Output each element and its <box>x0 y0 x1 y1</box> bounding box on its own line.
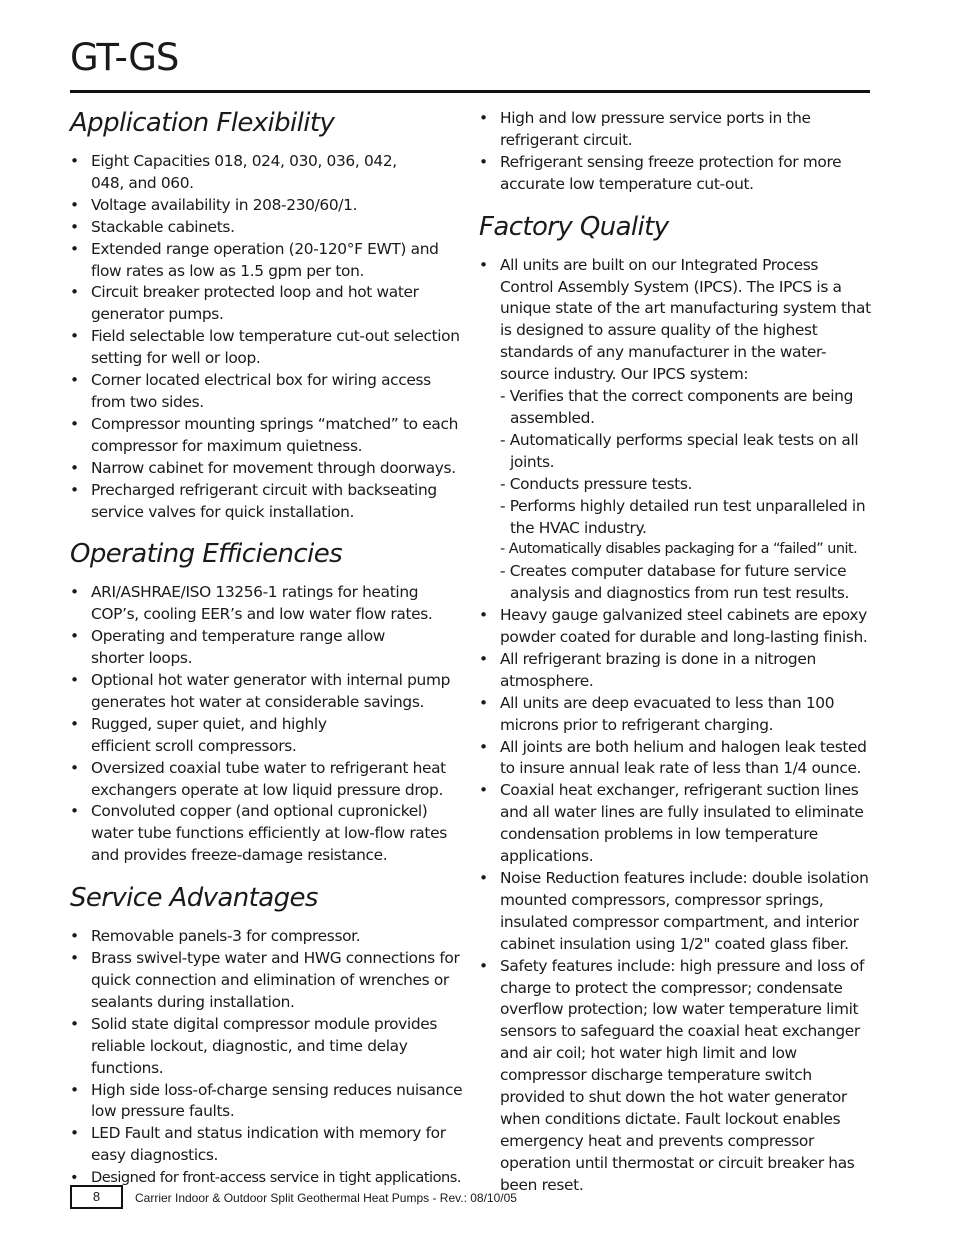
list-item: • All refrigerant brazing is done in a nitrogen atmosphere. <box>479 649 873 693</box>
list-item: • Voltage availability in 208-230/60/1. <box>70 195 465 217</box>
list-item: • Convoluted copper (and optional cupronickel) water tube functions efficiently at low-flow rates and provides freeze-damage resistance. <box>70 801 465 867</box>
list-item: • Corner located electrical box for wiring access from two sides. <box>70 370 465 414</box>
ipcs-subitem: - Creates computer database for future service analysis and diagnostics from run test results. <box>500 562 850 603</box>
ipcs-subitem: - Verifies that the correct components are being assembled. <box>500 387 854 427</box>
heading-factory-quality: Factory Quality <box>479 211 669 242</box>
footer-text: Carrier Indoor & Outdoor Split Geothermal Heat Pumps - Rev.: 08/10/05 <box>135 1191 517 1205</box>
list-item: • All units are deep evacuated to less than 100 microns prior to refrigerant charging. <box>479 693 873 737</box>
heading-service-advantages: Service Advantages <box>70 883 318 914</box>
list-item: • Heavy gauge galvanized steel cabinets are epoxy powder coated for durable and long-lasting finish. <box>479 605 873 649</box>
operating-efficiencies-list <box>70 582 465 867</box>
page-number: 8 <box>70 1185 123 1209</box>
list-item: • Refrigerant sensing freeze protection for more accurate low temperature cut-out. <box>479 152 873 196</box>
title-rule <box>70 90 870 93</box>
ipcs-intro: All units are built on our Integrated Process Control Assembly System (IPCS). The IPCS is a unique state of the art manufacturing system that is designed to assure quality of the highest standards of any manufacturer in the water-source industry. Our IPCS system: <box>500 255 871 384</box>
heading-application-flexibility: Application Flexibility <box>70 108 335 138</box>
list-item: • All joints are both helium and halogen leak tested to insure annual leak rate of less than 1/4 ounce. <box>479 737 873 781</box>
right-column <box>479 96 873 1197</box>
factory-quality-list <box>479 255 873 1197</box>
ipcs-subitem: - Automatically performs special leak tests on all joints. <box>500 430 859 471</box>
list-item: • Oversized coaxial tube water to refrigerant heat exchangers operate at low liquid pressure drop. <box>70 758 465 802</box>
list-item: • Designed for front-access service in tight applications. <box>70 1167 465 1189</box>
list-item: • Stackable cabinets. <box>70 217 465 239</box>
list-item: • Field selectable low temperature cut-out selection setting for well or loop. <box>70 326 465 370</box>
list-item: • Safety features include: high pressure and loss of charge to protect the compressor; condensate overflow protection; low water temperature limit sensors to safeguard the coaxial heat exchanger and air coil; hot water high limit and low compressor discharge temperature switch provided to shut down the hot water generator when conditions dictate. Fault lockout enables emergency heat and prevents compressor operation until thermostat or circuit breaker has been reset. <box>479 956 873 1197</box>
list-item: • Noise Reduction features include: double isolation mounted compressors, compressor springs, insulated compressor compartment, and interior cabinet insulation using 1/2" coated glass fiber. <box>479 868 873 956</box>
list-item: • High side loss-of-charge sensing reduces nuisance low pressure faults. <box>70 1080 465 1124</box>
list-item: • Brass swivel-type water and HWG connections for quick connection and elimination of wrenches or sealants during installation. <box>70 948 465 1014</box>
ipcs-subitem: - Automatically disables packaging for a “failed” unit. <box>500 541 858 558</box>
list-item: • Rugged, super quiet, and highly efficient scroll compressors. <box>70 714 465 758</box>
list-item: • Eight Capacities 018, 024, 030, 036, 042, 048, and 060. <box>70 151 465 195</box>
list-item: • Removable panels-3 for compressor. <box>70 926 465 948</box>
list-item: • Coaxial heat exchanger, refrigerant suction lines and all water lines are fully insulated to eliminate condensation problems in low temperature applications. <box>479 780 873 868</box>
ipcs-subitem: - Conducts pressure tests. <box>500 474 693 493</box>
list-item: • Extended range operation (20-120°F EWT) and flow rates as low as 1.5 gpm per ton. <box>70 239 465 283</box>
list-item: • Optional hot water generator with internal pump generates hot water at considerable savings. <box>70 670 465 714</box>
application-flexibility-list <box>70 151 465 523</box>
continued-list <box>479 108 873 196</box>
left-column <box>70 96 465 1189</box>
list-item: • Solid state digital compressor module provides reliable lockout, diagnostic, and time delay functions. <box>70 1014 465 1080</box>
list-item-ipcs <box>479 255 873 606</box>
service-advantages-list <box>70 926 465 1189</box>
list-item: • Compressor mounting springs “matched” to each compressor for maximum quietness. <box>70 414 465 458</box>
list-item: • Operating and temperature range allow shorter loops. <box>70 626 465 670</box>
list-item: • LED Fault and status indication with memory for easy diagnostics. <box>70 1123 465 1167</box>
list-item: • Precharged refrigerant circuit with backseating service valves for quick installation. <box>70 480 465 524</box>
ipcs-subitem: - Performs highly detailed run test unparalleled in the HVAC industry. <box>500 496 866 537</box>
list-item: • ARI/ASHRAE/ISO 13256-1 ratings for heating COP’s, cooling EER’s and low water flow rates. <box>70 582 465 626</box>
heading-operating-efficiencies: Operating Efficiencies <box>70 539 343 570</box>
list-item: • High and low pressure service ports in the refrigerant circuit. <box>479 108 873 152</box>
list-item: • Narrow cabinet for movement through doorways. <box>70 458 465 480</box>
page-title: GT-GS <box>70 36 179 79</box>
list-item: • Circuit breaker protected loop and hot water generator pumps. <box>70 282 465 326</box>
